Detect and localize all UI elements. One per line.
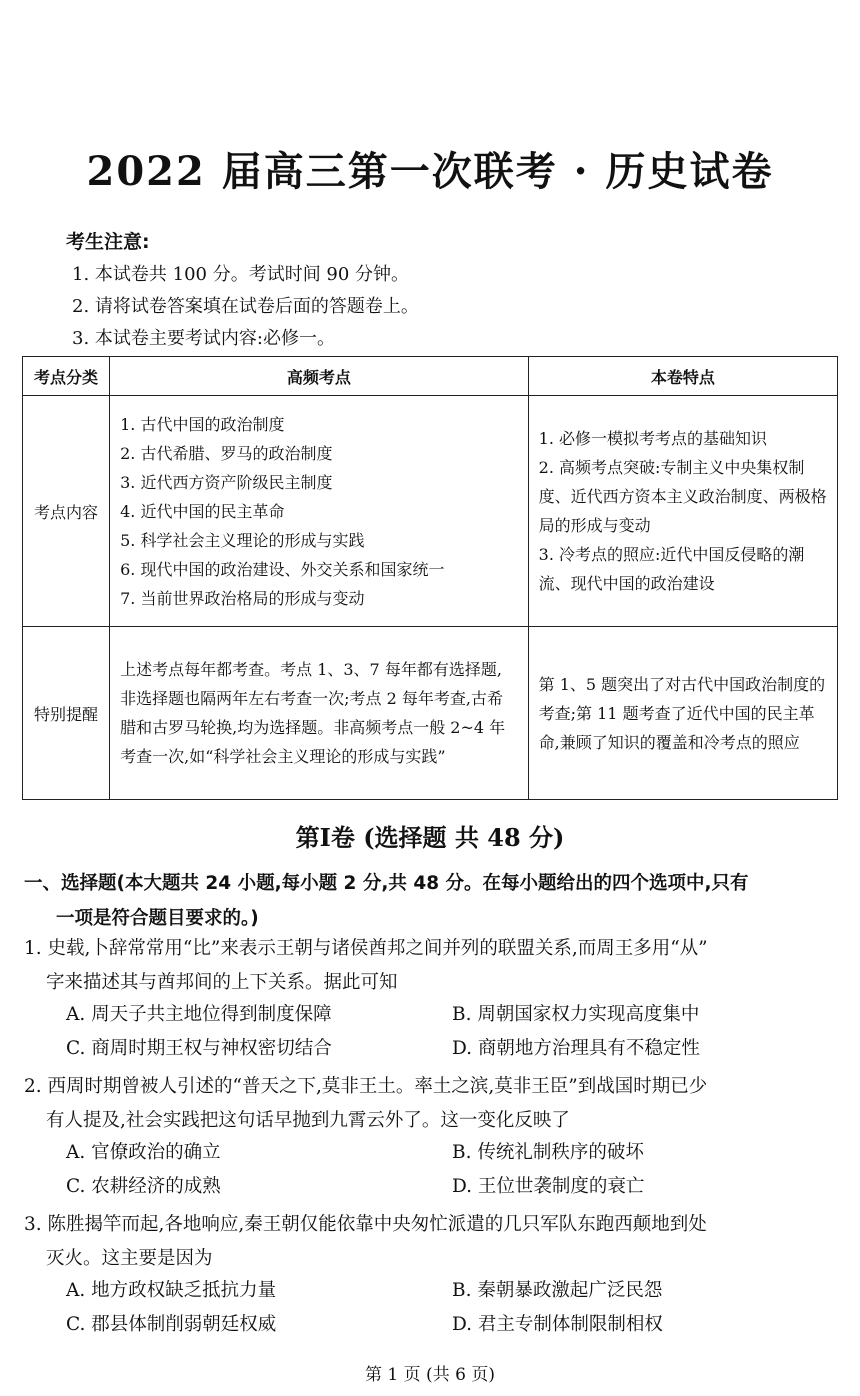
list-item: 7. 当前世界政治格局的形成与变动 xyxy=(120,588,365,608)
list-item: 2. 高频考点突破:专制主义中央集权制度、近代西方资本主义政治制度、两极格局的形成与变动 xyxy=(538,458,827,535)
option-row xyxy=(66,1310,826,1344)
page-footer: 第 1 页 (共 6 页) xyxy=(365,1365,495,1385)
notice-heading: 考生注意: xyxy=(66,231,150,253)
option-d: D. 王位世袭制度的衰亡 xyxy=(452,1176,645,1197)
list-item: 5. 科学社会主义理论的形成与实践 xyxy=(120,530,365,550)
notice-line: 2. 请将试卷答案填在试卷后面的答题卷上。 xyxy=(72,296,419,317)
option-c: C. 郡县体制削弱朝廷权威 xyxy=(66,1314,277,1335)
part-heading-line: 一、选择题(本大题共 24 小题,每小题 2 分,共 48 分。在每小题给出的四个选项中,只有 xyxy=(24,873,749,894)
part-heading xyxy=(24,866,840,936)
option-d: D. 君主专制体制限制相权 xyxy=(452,1314,663,1335)
option-row xyxy=(66,1138,826,1172)
list-item: 6. 现代中国的政治建设、外交关系和国家统一 xyxy=(120,559,445,579)
table-header-row xyxy=(23,357,838,396)
column-header: 考点分类 xyxy=(23,357,110,396)
question-3 xyxy=(24,1208,840,1276)
special-reminder-text: 上述考点每年都考查。考点 1、3、7 每年都有选择题,非选择题也隔两年左右考查一次;考点 2 每年考查,古希腊和古罗马轮换,均为选择题。非高频考点一般 2~4 年考查一次,如“科学社会主义理论的形成与实践” xyxy=(110,627,529,800)
option-row xyxy=(66,1000,826,1034)
table-row xyxy=(23,396,838,627)
question-2 xyxy=(24,1070,840,1138)
option-a: A. 地方政权缺乏抵抗力量 xyxy=(66,1280,277,1301)
question-stem: 2. 西周时期曾被人引述的“普天之下,莫非王土。率土之滨,莫非王臣”到战国时期已少 xyxy=(24,1076,708,1097)
option-c: C. 农耕经济的成熟 xyxy=(66,1176,221,1197)
question-stem: 3. 陈胜揭竿而起,各地响应,秦王朝仅能依靠中央匆忙派遣的几只军队东跑西颠地到处 xyxy=(24,1214,707,1235)
column-header: 高频考点 xyxy=(110,357,529,396)
option-a: A. 周天子共主地位得到制度保障 xyxy=(66,1004,332,1025)
paper-features-text: 第 1、5 题突出了对古代中国政治制度的考查;第 11 题考查了近代中国的民主革命,兼顾了知识的覆盖和冷考点的照应 xyxy=(528,627,837,800)
question-stem: 有人提及,社会实践把这句话早抛到九霄云外了。这一变化反映了 xyxy=(46,1110,570,1131)
option-a: A. 官僚政治的确立 xyxy=(66,1142,221,1163)
exam-title: 2022 届高三第一次联考 · 历史试卷 xyxy=(86,148,774,195)
option-b: B. 秦朝暴政激起广泛民怨 xyxy=(452,1280,663,1301)
option-row xyxy=(66,1034,826,1068)
exam-spec-table xyxy=(22,356,838,800)
section-title: 第Ⅰ卷 (选择题 共 48 分) xyxy=(295,823,565,852)
paper-features xyxy=(528,396,837,627)
option-row xyxy=(66,1276,826,1310)
list-item: 1. 古代中国的政治制度 xyxy=(120,414,285,434)
option-d: D. 商朝地方治理具有不稳定性 xyxy=(452,1038,700,1059)
high-frequency-points xyxy=(110,396,529,627)
part-heading-line: 一项是符合题目要求的。) xyxy=(56,908,259,929)
option-b: B. 周朝国家权力实现高度集中 xyxy=(452,1004,700,1025)
option-row xyxy=(66,1172,826,1206)
row-label: 考点内容 xyxy=(23,396,110,627)
list-item: 3. 近代西方资产阶级民主制度 xyxy=(120,472,333,492)
row-label: 特别提醒 xyxy=(23,627,110,800)
notice-line: 1. 本试卷共 100 分。考试时间 90 分钟。 xyxy=(72,264,410,285)
question-stem: 灭火。这主要是因为 xyxy=(46,1248,213,1269)
question-stem: 字来描述其与酋邦间的上下关系。据此可知 xyxy=(46,972,398,993)
question-1 xyxy=(24,932,840,1000)
table-row xyxy=(23,627,838,800)
list-item: 1. 必修一模拟考考点的基础知识 xyxy=(538,429,767,448)
list-item: 2. 古代希腊、罗马的政治制度 xyxy=(120,443,333,463)
list-item: 3. 冷考点的照应:近代中国反侵略的潮流、现代中国的政治建设 xyxy=(538,545,805,593)
option-b: B. 传统礼制秩序的破坏 xyxy=(452,1142,644,1163)
question-stem: 1. 史载,卜辞常常用“比”来表示王朝与诸侯酋邦之间并列的联盟关系,而周王多用“从” xyxy=(24,938,708,959)
list-item: 4. 近代中国的民主革命 xyxy=(120,501,285,521)
option-c: C. 商周时期王权与神权密切结合 xyxy=(66,1038,332,1059)
notice-line: 3. 本试卷主要考试内容:必修一。 xyxy=(72,328,335,349)
column-header: 本卷特点 xyxy=(528,357,837,396)
